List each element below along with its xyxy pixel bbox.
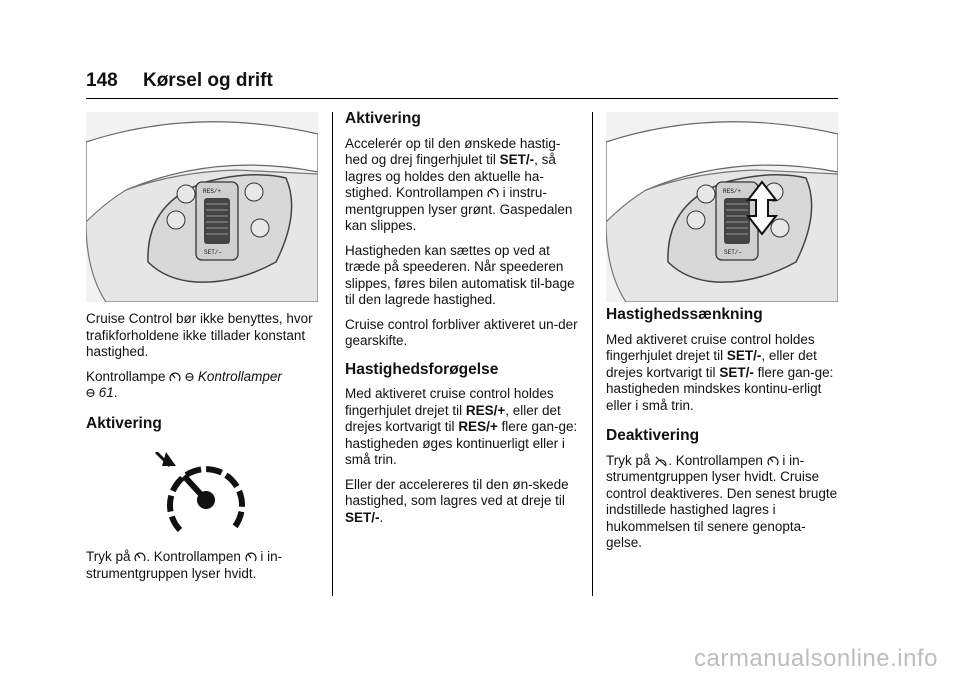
page-number: 148 — [86, 70, 118, 91]
column-2 — [345, 111, 581, 534]
column-divider-1 — [332, 112, 333, 596]
wheel-label-res: RES/+ — [723, 188, 742, 195]
column-divider-2 — [592, 112, 593, 596]
page-title: Kørsel og drift — [142, 70, 273, 91]
decrease-paragraph: Med aktiveret cruise control holdes fingerhjulet drejet til SET/-, eller det drejes kortvarigt til SET/- flere gan-ge: hastigheden mindskes kontinu-erligt eller i små trin. — [606, 331, 834, 413]
deactivation-paragraph: Tryk på . Kontrollampen i in-strumentgruppen lyser hvidt. Cruise control deaktiveres. Den senest brugte indstillede hastighed lagres i hukommelsen til senere genopta-gelse. — [606, 452, 838, 550]
cruise-control-icon — [169, 371, 181, 383]
section-heading-speed-decrease: Hastighedssænkning — [606, 306, 763, 323]
set-paragraph: Eller der accelereres til den øn-skede hastighed, som lagres ved at dreje til SET/-. — [345, 476, 569, 525]
cruise-control-icon — [767, 455, 779, 467]
lamp-page-ref[interactable]: 61 — [98, 385, 114, 400]
lamp-reference: Kontrollampe Kontrollamper 61. — [86, 368, 282, 400]
page-header — [86, 70, 273, 92]
column-1-bottom — [86, 549, 318, 590]
cruise-cancel-icon — [654, 455, 668, 467]
section-heading-deactivation: Deaktivering — [606, 427, 700, 444]
section-heading-speed-increase: Hastighedsforøgelse — [345, 360, 499, 378]
activation-paragraph: Tryk på . Kontrollampen i in-strumentgruppen lyser hvidt. — [86, 549, 283, 581]
wheel-label-set: SET/– — [204, 249, 223, 256]
lamp-link[interactable]: Kontrollamper — [197, 368, 282, 384]
section-heading-activation: Aktivering — [86, 414, 162, 432]
cruise-control-icon — [487, 187, 499, 199]
wheel-label-set: SET/– — [724, 249, 743, 256]
gearshift-paragraph: Cruise control forbliver aktiveret un-der gearskifte. — [345, 316, 578, 348]
column-1 — [86, 311, 318, 440]
section-heading-activation: Aktivering — [345, 110, 421, 127]
activation-paragraph: Accelerér op til den ønskede hastig-hed og drej fingerhjulet til SET/-, så lagres og holdes den aktuelle ha-stighed. Kontrollampen i instru-mentgruppen lyser grønt. Gaspedalen kan slippes. — [345, 135, 573, 233]
res-paragraph: Med aktiveret cruise control holdes fingerhjulet drejet til RES/+, eller det drejes kortvarigt til RES/+ flere gan-ge: hastigheden øges kontinuerligt eller i små trin. — [345, 386, 578, 467]
steering-wheel-illustration — [86, 112, 318, 302]
speed-increase-paragraph: Hastigheden kan sættes op ved at træde på speederen. Når speederen slippes, føres bilen automatisk til-bage til den lagrede hastighed. — [345, 242, 575, 307]
reference-arrow-icon — [185, 371, 194, 383]
intro-paragraph: Cruise Control bør ikke benyttes, hvor trafikforholdene ikke tillader konstant hastighed. — [86, 311, 313, 359]
header-rule — [86, 98, 838, 99]
cruise-control-icon — [245, 551, 257, 563]
wheel-label-res: RES/+ — [203, 188, 222, 195]
cruise-control-icon — [134, 551, 146, 563]
steering-wheel-illustration-arrows — [606, 112, 838, 302]
watermark: carmanualsonline.info — [694, 645, 938, 672]
column-3 — [606, 307, 840, 560]
reference-arrow-icon — [86, 387, 95, 399]
cruise-control-button-illustration — [146, 452, 250, 532]
